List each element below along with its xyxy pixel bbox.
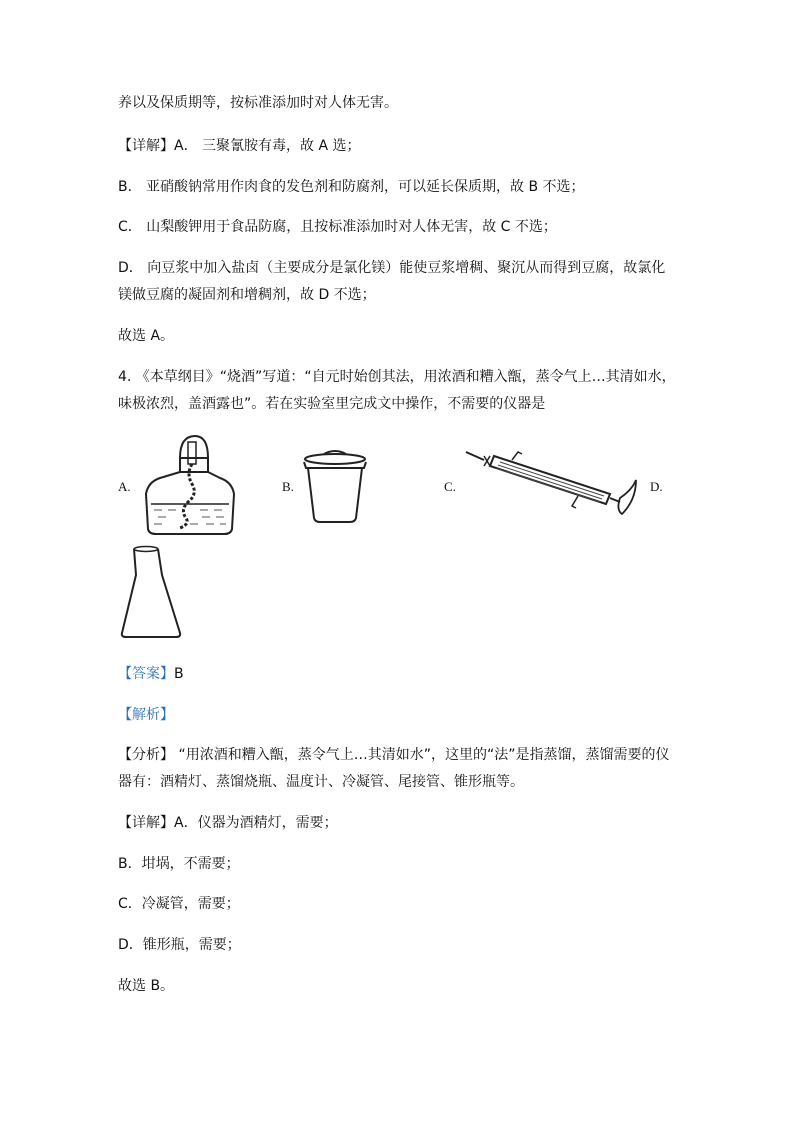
q4-stem-line1: 4. 《本草纲目》“烧酒”写道：“自元时始创其法，用浓酒和糟入甑，蒸令气上…其清如水，: [118, 369, 676, 385]
analysis-line1: 【分析】 “用浓酒和糟入甑，蒸令气上…其清如水”，这里的“法”是指蒸馏，蒸馏需要的仪: [118, 747, 670, 763]
prev-detail-a: 【详解】A． 三聚氰胺有毒，故 A 选；: [118, 138, 361, 154]
conical-flask-icon: [118, 545, 184, 641]
prev-conclusion: 故选 A。: [118, 328, 175, 344]
analysis-line2: 器有：酒精灯、蒸馏烧瓶、温度计、冷凝管、尾接管、锥形瓶等。: [118, 774, 524, 790]
q4-detail-b: B．坩埚，不需要；: [118, 856, 240, 872]
prev-detail-c: C． 山梨酸钾用于食品防腐，且按标准添加时对人体无害，故 C 不选；: [118, 219, 557, 235]
q4-detail-c: C．冷凝管，需要；: [118, 896, 240, 912]
prev-line1: 养以及保质期等，按标准添加时对人体无害。: [118, 95, 398, 111]
crucible-icon: [300, 448, 370, 524]
answer-value: B: [174, 666, 184, 682]
option-d-label: D.: [650, 479, 663, 494]
prev-detail-d2: 镁做豆腐的凝固剂和增稠剂，故 D 不选；: [118, 287, 376, 303]
option-c-label: C.: [444, 479, 456, 494]
condenser-icon: [460, 450, 640, 522]
option-a-label: A.: [118, 479, 131, 494]
q4-conclusion: 故选 B。: [118, 978, 175, 994]
answer-label: 【答案】: [118, 666, 174, 682]
alcohol-lamp-icon: [140, 434, 240, 538]
prev-detail-d1: D． 向豆浆中加入盐卤（主要成分是氯化镁）能使豆浆增稠、聚沉从而得到豆腐，故氯化: [118, 260, 666, 276]
answer-line: [118, 664, 184, 684]
q4-detail-a: 【详解】A．仪器为酒精灯，需要；: [118, 815, 338, 831]
analysis-label: 【解析】: [118, 707, 174, 723]
option-b-label: B.: [282, 479, 294, 494]
q4-stem-line2: 味极浓烈，盖酒露也”。若在实验室里完成文中操作，不需要的仪器是: [118, 396, 546, 412]
q4-detail-d: D．锥形瓶，需要；: [118, 937, 241, 953]
prev-detail-b: B． 亚硝酸钠常用作肉食的发色剂和防腐剂，可以延长保质期，故 B 不选；: [118, 179, 585, 195]
